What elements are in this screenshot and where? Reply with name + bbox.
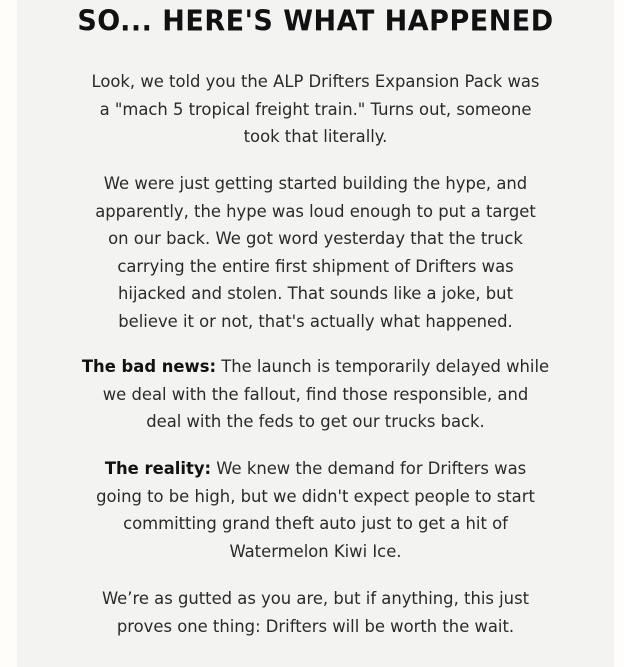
- text-line: [72, 353, 559, 381]
- reality-label: The reality:: [104, 459, 212, 478]
- text-line: deal with the feds to get our trucks back.: [146, 412, 485, 431]
- text-line: carrying the entire first shipment of Drifters was: [117, 256, 514, 276]
- announcement-panel: [17, 0, 614, 667]
- text-line: We’re as gutted as you are, but if anything, this just: [101, 589, 530, 608]
- paragraph-closing: [17, 585, 614, 640]
- text-line: going to be high, but we didn't expect people to start: [96, 486, 535, 506]
- paragraph-reality: [17, 455, 614, 565]
- text-line: We were just getting started building the hype, and: [103, 174, 528, 193]
- text-line: on our back. We got word yesterday that the truck: [108, 229, 523, 248]
- page-title: SO... HERE'S WHAT HAPPENED: [77, 5, 554, 38]
- text-line: took that literally.: [243, 127, 388, 146]
- text-fragment: We knew the demand for Drifters was: [211, 459, 527, 478]
- text-line: believe it or not, that's actually what happened.: [118, 311, 513, 331]
- text-fragment: The launch is temporarily delayed while: [216, 357, 550, 376]
- text-line: apparently, the hype was loud enough to put a target: [95, 201, 536, 221]
- text-line: committing grand theft auto just to get a hit of: [123, 514, 508, 533]
- paragraph-intro: [17, 68, 614, 151]
- paragraph-story: [17, 170, 614, 335]
- paragraph-bad-news: [17, 353, 614, 436]
- text-line: proves one thing: Drifters will be worth the wait.: [116, 616, 515, 636]
- text-line: Look, we told you the ALP Drifters Expansion Pack was: [91, 72, 540, 91]
- text-line: Watermelon Kiwi Ice.: [229, 541, 402, 561]
- text-line: [72, 455, 559, 483]
- text-line: a "mach 5 tropical freight train." Turns out, someone: [99, 99, 532, 119]
- text-line: hijacked and stolen. That sounds like a joke, but: [118, 284, 513, 303]
- bad-news-label: The bad news:: [81, 357, 217, 376]
- text-line: we deal with the fallout, find those responsible, and: [102, 384, 529, 404]
